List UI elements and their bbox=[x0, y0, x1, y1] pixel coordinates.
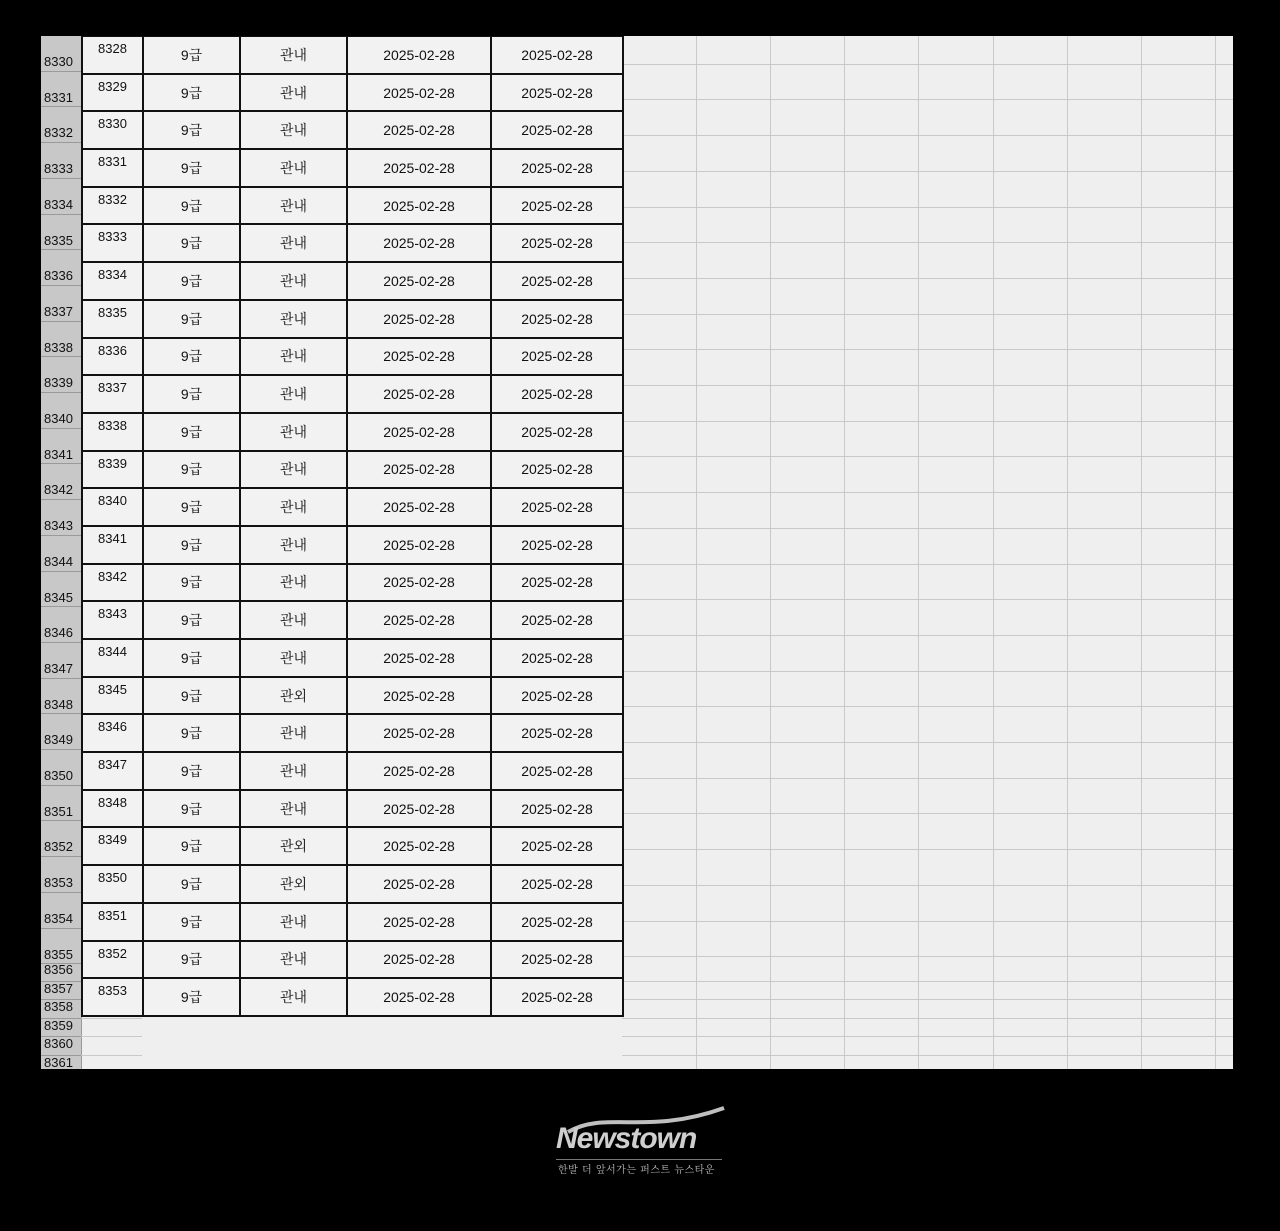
cell-number[interactable]: 8347 bbox=[82, 752, 143, 790]
cell-type[interactable]: 관내 bbox=[240, 941, 347, 979]
cell-number[interactable]: 8328 bbox=[82, 36, 143, 74]
cell-number[interactable]: 8330 bbox=[82, 111, 143, 149]
cell-type[interactable]: 관내 bbox=[240, 338, 347, 376]
cell-date-2[interactable]: 2025-02-28 bbox=[491, 752, 623, 790]
cell-grade[interactable]: 9급 bbox=[143, 941, 240, 979]
cell-date-1[interactable]: 2025-02-28 bbox=[347, 903, 491, 941]
cell-date-2[interactable]: 2025-02-28 bbox=[491, 262, 623, 300]
cell-type[interactable]: 관외 bbox=[240, 677, 347, 715]
cell-date-1[interactable]: 2025-02-28 bbox=[347, 224, 491, 262]
table-row bbox=[82, 451, 623, 489]
cell-type[interactable]: 관내 bbox=[240, 36, 347, 74]
cell-type[interactable]: 관내 bbox=[240, 262, 347, 300]
cell-date-2[interactable]: 2025-02-28 bbox=[491, 941, 623, 979]
cell-type[interactable]: 관내 bbox=[240, 790, 347, 828]
cell-type[interactable]: 관내 bbox=[240, 224, 347, 262]
cell-date-1[interactable]: 2025-02-28 bbox=[347, 111, 491, 149]
row-header[interactable]: 8339 bbox=[44, 375, 73, 391]
cell-number[interactable]: 8352 bbox=[82, 941, 143, 979]
row-header[interactable]: 8361 bbox=[44, 1054, 73, 1069]
cell-date-2[interactable]: 2025-02-28 bbox=[491, 564, 623, 602]
cell-date-2[interactable]: 2025-02-28 bbox=[491, 375, 623, 413]
row-header[interactable]: 8356 bbox=[44, 962, 73, 978]
cell-date-1[interactable]: 2025-02-28 bbox=[347, 978, 491, 1016]
cell-grade[interactable]: 9급 bbox=[143, 338, 240, 376]
cell-date-2[interactable]: 2025-02-28 bbox=[491, 111, 623, 149]
cell-date-1[interactable]: 2025-02-28 bbox=[347, 149, 491, 187]
cell-type[interactable]: 관내 bbox=[240, 74, 347, 112]
cell-grade[interactable]: 9급 bbox=[143, 187, 240, 225]
row-header[interactable]: 8348 bbox=[44, 696, 73, 712]
table-row bbox=[82, 564, 623, 602]
cell-number[interactable]: 8340 bbox=[82, 488, 143, 526]
table-row bbox=[82, 262, 623, 300]
cell-date-1[interactable]: 2025-02-28 bbox=[347, 526, 491, 564]
cell-date-2[interactable]: 2025-02-28 bbox=[491, 413, 623, 451]
table-row bbox=[82, 375, 623, 413]
cell-type[interactable]: 관내 bbox=[240, 451, 347, 489]
cell-date-2[interactable]: 2025-02-28 bbox=[491, 677, 623, 715]
table-row bbox=[82, 639, 623, 677]
cell-grade[interactable]: 9급 bbox=[143, 488, 240, 526]
cell-date-2[interactable]: 2025-02-28 bbox=[491, 865, 623, 903]
cell-number[interactable]: 8338 bbox=[82, 413, 143, 451]
cell-type[interactable]: 관내 bbox=[240, 903, 347, 941]
table-row bbox=[82, 149, 623, 187]
cell-number[interactable]: 8346 bbox=[82, 714, 143, 752]
row-header[interactable]: 8351 bbox=[44, 803, 73, 819]
row-header[interactable]: 8335 bbox=[44, 232, 73, 248]
cell-date-1[interactable]: 2025-02-28 bbox=[347, 865, 491, 903]
cell-grade[interactable]: 9급 bbox=[143, 526, 240, 564]
row-header[interactable]: 8337 bbox=[44, 303, 73, 319]
row-header[interactable]: 8333 bbox=[44, 161, 73, 177]
cell-type[interactable]: 관내 bbox=[240, 413, 347, 451]
cell-type[interactable]: 관내 bbox=[240, 639, 347, 677]
cell-date-2[interactable]: 2025-02-28 bbox=[491, 149, 623, 187]
cell-date-1[interactable]: 2025-02-28 bbox=[347, 300, 491, 338]
table-row bbox=[82, 865, 623, 903]
cell-grade[interactable]: 9급 bbox=[143, 262, 240, 300]
row-header[interactable]: 8341 bbox=[44, 446, 73, 462]
row-header[interactable]: 8331 bbox=[44, 89, 73, 105]
cell-type[interactable]: 관외 bbox=[240, 827, 347, 865]
cell-grade[interactable]: 9급 bbox=[143, 74, 240, 112]
cell-number[interactable]: 8336 bbox=[82, 338, 143, 376]
table-row bbox=[82, 526, 623, 564]
data-table bbox=[81, 36, 624, 1017]
cell-date-1[interactable]: 2025-02-28 bbox=[347, 790, 491, 828]
cell-type[interactable]: 관내 bbox=[240, 526, 347, 564]
cell-grade[interactable]: 9급 bbox=[143, 827, 240, 865]
cell-grade[interactable]: 9급 bbox=[143, 790, 240, 828]
cell-date-1[interactable]: 2025-02-28 bbox=[347, 714, 491, 752]
cell-grade[interactable]: 9급 bbox=[143, 903, 240, 941]
cell-number[interactable]: 8351 bbox=[82, 903, 143, 941]
table-row bbox=[82, 790, 623, 828]
cell-number[interactable]: 8353 bbox=[82, 978, 143, 1016]
cell-type[interactable]: 관내 bbox=[240, 488, 347, 526]
logo-slogan: 한발 더 앞서가는 퍼스트 뉴스타운 bbox=[558, 1165, 715, 1176]
cell-date-2[interactable]: 2025-02-28 bbox=[491, 827, 623, 865]
row-header[interactable]: 8342 bbox=[44, 482, 73, 498]
cell-grade[interactable]: 9급 bbox=[143, 752, 240, 790]
cell-number[interactable]: 8341 bbox=[82, 526, 143, 564]
cell-type[interactable]: 관내 bbox=[240, 752, 347, 790]
table-row bbox=[82, 413, 623, 451]
cell-number[interactable]: 8348 bbox=[82, 790, 143, 828]
table-row bbox=[82, 752, 623, 790]
cell-date-1[interactable]: 2025-02-28 bbox=[347, 601, 491, 639]
cell-number[interactable]: 8342 bbox=[82, 564, 143, 602]
cell-grade[interactable]: 9급 bbox=[143, 564, 240, 602]
cell-number[interactable]: 8331 bbox=[82, 149, 143, 187]
cell-date-1[interactable]: 2025-02-28 bbox=[347, 488, 491, 526]
row-header[interactable]: 8350 bbox=[44, 768, 73, 783]
cell-date-1[interactable]: 2025-02-28 bbox=[347, 941, 491, 979]
cell-grade[interactable]: 9급 bbox=[143, 375, 240, 413]
cell-number[interactable]: 8339 bbox=[82, 451, 143, 489]
cell-date-2[interactable]: 2025-02-28 bbox=[491, 451, 623, 489]
cell-number[interactable]: 8345 bbox=[82, 677, 143, 715]
row-header[interactable]: 8340 bbox=[44, 411, 73, 426]
cell-number[interactable]: 8337 bbox=[82, 375, 143, 413]
row-header[interactable]: 8358 bbox=[44, 999, 73, 1015]
cell-number[interactable]: 8350 bbox=[82, 865, 143, 903]
cell-type[interactable]: 관내 bbox=[240, 978, 347, 1016]
table-row bbox=[82, 978, 623, 1016]
cell-grade[interactable]: 9급 bbox=[143, 413, 240, 451]
cell-type[interactable]: 관내 bbox=[240, 111, 347, 149]
cell-date-2[interactable]: 2025-02-28 bbox=[491, 187, 623, 225]
cell-number[interactable]: 8333 bbox=[82, 224, 143, 262]
cell-date-2[interactable]: 2025-02-28 bbox=[491, 224, 623, 262]
cell-date-2[interactable]: 2025-02-28 bbox=[491, 903, 623, 941]
cell-type[interactable]: 관외 bbox=[240, 865, 347, 903]
cell-date-2[interactable]: 2025-02-28 bbox=[491, 978, 623, 1016]
cell-date-2[interactable]: 2025-02-28 bbox=[491, 488, 623, 526]
cell-grade[interactable]: 9급 bbox=[143, 677, 240, 715]
cell-date-1[interactable]: 2025-02-28 bbox=[347, 639, 491, 677]
table-row bbox=[82, 36, 623, 74]
cell-date-2[interactable]: 2025-02-28 bbox=[491, 526, 623, 564]
cell-grade[interactable]: 9급 bbox=[143, 639, 240, 677]
cell-type[interactable]: 관내 bbox=[240, 714, 347, 752]
row-header[interactable]: 8330 bbox=[44, 54, 73, 69]
row-header[interactable]: 8332 bbox=[44, 125, 73, 141]
row-header[interactable]: 8354 bbox=[44, 910, 73, 926]
cell-number[interactable]: 8349 bbox=[82, 827, 143, 865]
cell-number[interactable]: 8344 bbox=[82, 639, 143, 677]
row-header[interactable]: 8345 bbox=[44, 589, 73, 605]
cell-grade[interactable]: 9급 bbox=[143, 714, 240, 752]
table-row bbox=[82, 714, 623, 752]
newstown-watermark bbox=[556, 1106, 726, 1176]
row-header[interactable]: 8360 bbox=[44, 1036, 73, 1052]
spreadsheet-grid bbox=[41, 36, 1233, 1069]
row-header[interactable]: 8346 bbox=[44, 625, 73, 641]
cell-number[interactable]: 8329 bbox=[82, 74, 143, 112]
cell-date-2[interactable]: 2025-02-28 bbox=[491, 601, 623, 639]
cell-number[interactable]: 8343 bbox=[82, 601, 143, 639]
table-row bbox=[82, 941, 623, 979]
table-row bbox=[82, 827, 623, 865]
table-row bbox=[82, 74, 623, 112]
cell-date-1[interactable]: 2025-02-28 bbox=[347, 677, 491, 715]
table-row bbox=[82, 488, 623, 526]
cell-type[interactable]: 관내 bbox=[240, 375, 347, 413]
cell-type[interactable]: 관내 bbox=[240, 149, 347, 187]
cell-date-2[interactable]: 2025-02-28 bbox=[491, 790, 623, 828]
cell-date-2[interactable]: 2025-02-28 bbox=[491, 36, 623, 74]
row-header[interactable]: 8344 bbox=[44, 553, 73, 569]
logo-brand: Newstown bbox=[556, 1122, 697, 1155]
cell-number[interactable]: 8332 bbox=[82, 187, 143, 225]
cell-date-2[interactable]: 2025-02-28 bbox=[491, 714, 623, 752]
table-row bbox=[82, 224, 623, 262]
cell-grade[interactable]: 9급 bbox=[143, 601, 240, 639]
row-header[interactable]: 8357 bbox=[44, 980, 73, 996]
cell-date-1[interactable]: 2025-02-28 bbox=[347, 564, 491, 602]
cell-date-1[interactable]: 2025-02-28 bbox=[347, 262, 491, 300]
cell-date-2[interactable]: 2025-02-28 bbox=[491, 300, 623, 338]
cell-grade[interactable]: 9급 bbox=[143, 36, 240, 74]
cell-grade[interactable]: 9급 bbox=[143, 224, 240, 262]
cell-type[interactable]: 관내 bbox=[240, 187, 347, 225]
table-row bbox=[82, 300, 623, 338]
table-row bbox=[82, 187, 623, 225]
row-header[interactable]: 8347 bbox=[44, 660, 73, 676]
cell-date-1[interactable]: 2025-02-28 bbox=[347, 74, 491, 112]
cell-grade[interactable]: 9급 bbox=[143, 865, 240, 903]
row-header[interactable]: 8353 bbox=[44, 875, 73, 891]
cell-date-1[interactable]: 2025-02-28 bbox=[347, 375, 491, 413]
row-header[interactable]: 8352 bbox=[44, 839, 73, 855]
cell-date-1[interactable]: 2025-02-28 bbox=[347, 451, 491, 489]
row-header[interactable]: 8338 bbox=[44, 339, 73, 355]
cell-number[interactable]: 8334 bbox=[82, 262, 143, 300]
cell-date-1[interactable]: 2025-02-28 bbox=[347, 36, 491, 74]
table-row bbox=[82, 903, 623, 941]
cell-date-1[interactable]: 2025-02-28 bbox=[347, 187, 491, 225]
row-header[interactable]: 8336 bbox=[44, 268, 73, 284]
row-header[interactable]: 8359 bbox=[44, 1017, 73, 1033]
cell-date-1[interactable]: 2025-02-28 bbox=[347, 827, 491, 865]
cell-date-1[interactable]: 2025-02-28 bbox=[347, 338, 491, 376]
cell-grade[interactable]: 9급 bbox=[143, 451, 240, 489]
table-row bbox=[82, 677, 623, 715]
cell-date-2[interactable]: 2025-02-28 bbox=[491, 639, 623, 677]
cell-grade[interactable]: 9급 bbox=[143, 978, 240, 1016]
cell-date-2[interactable]: 2025-02-28 bbox=[491, 74, 623, 112]
cell-date-2[interactable]: 2025-02-28 bbox=[491, 338, 623, 376]
cell-number[interactable]: 8335 bbox=[82, 300, 143, 338]
cell-grade[interactable]: 9급 bbox=[143, 300, 240, 338]
cell-type[interactable]: 관내 bbox=[240, 601, 347, 639]
row-header[interactable]: 8343 bbox=[44, 518, 73, 534]
cell-type[interactable]: 관내 bbox=[240, 564, 347, 602]
table-row bbox=[82, 111, 623, 149]
row-header[interactable]: 8334 bbox=[44, 196, 73, 212]
cell-grade[interactable]: 9급 bbox=[143, 149, 240, 187]
row-header[interactable]: 8355 bbox=[44, 946, 73, 962]
cell-grade[interactable]: 9급 bbox=[143, 111, 240, 149]
table-row bbox=[82, 601, 623, 639]
cell-date-1[interactable]: 2025-02-28 bbox=[347, 752, 491, 790]
row-header[interactable]: 8349 bbox=[44, 732, 73, 748]
cell-type[interactable]: 관내 bbox=[240, 300, 347, 338]
table-row bbox=[82, 338, 623, 376]
cell-date-1[interactable]: 2025-02-28 bbox=[347, 413, 491, 451]
